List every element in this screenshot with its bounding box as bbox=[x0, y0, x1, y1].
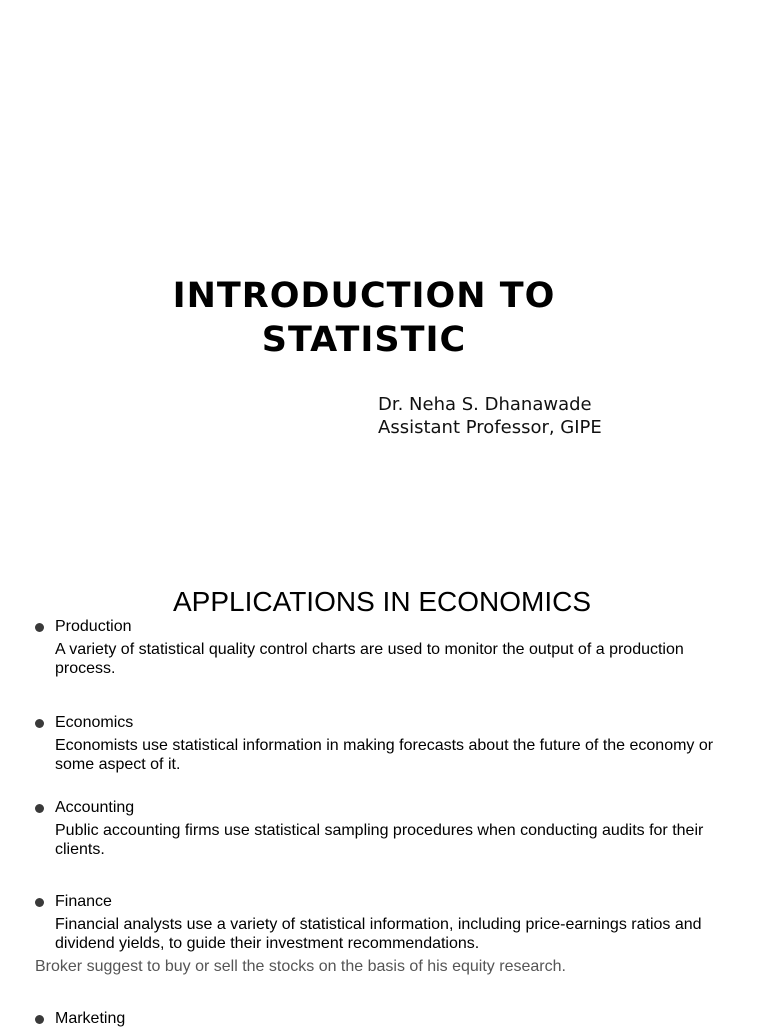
bullet-dot-icon bbox=[35, 623, 44, 632]
list-item bbox=[35, 892, 735, 952]
list-item-description: Economists use statistical information in making forecasts about the future of the economy or some aspect of it. bbox=[55, 737, 714, 773]
slide-title-line-1: INTRODUCTION TO bbox=[172, 276, 556, 316]
list-item bbox=[35, 798, 735, 858]
section-title: APPLICATIONS IN ECONOMICS bbox=[173, 586, 591, 617]
author-affiliation: Assistant Professor, GIPE bbox=[378, 417, 602, 438]
list-item-label: Finance bbox=[55, 893, 112, 910]
list-item bbox=[35, 617, 735, 677]
list-item bbox=[35, 1009, 735, 1027]
bullet-dot-icon bbox=[35, 898, 44, 907]
list-item-description: Financial analysts use a variety of statistical information, including price-earnings ratios and dividend yields, to guide their investment recommendations. bbox=[55, 916, 702, 952]
list-item-label: Economics bbox=[55, 714, 134, 731]
bullet-dot-icon bbox=[35, 719, 44, 728]
bullet-dot-icon bbox=[35, 804, 44, 813]
author-block bbox=[378, 393, 602, 439]
list-item-description: Public accounting firms use statistical sampling procedures when conducting audits for their clients. bbox=[55, 822, 704, 858]
list-item bbox=[35, 713, 735, 773]
slide-title-line-2: STATISTIC bbox=[261, 320, 467, 360]
bullet-dot-icon bbox=[35, 1015, 44, 1024]
slide-title bbox=[0, 274, 728, 362]
finance-note: Broker suggest to buy or sell the stocks on the basis of his equity research. bbox=[35, 958, 566, 975]
list-item-label: Production bbox=[55, 618, 132, 635]
list-item-label: Accounting bbox=[55, 799, 135, 816]
author-name: Dr. Neha S. Dhanawade bbox=[378, 394, 592, 415]
list-item-description: A variety of statistical quality control charts are used to monitor the output of a production process. bbox=[55, 641, 684, 677]
list-item-label: Marketing bbox=[55, 1010, 126, 1027]
